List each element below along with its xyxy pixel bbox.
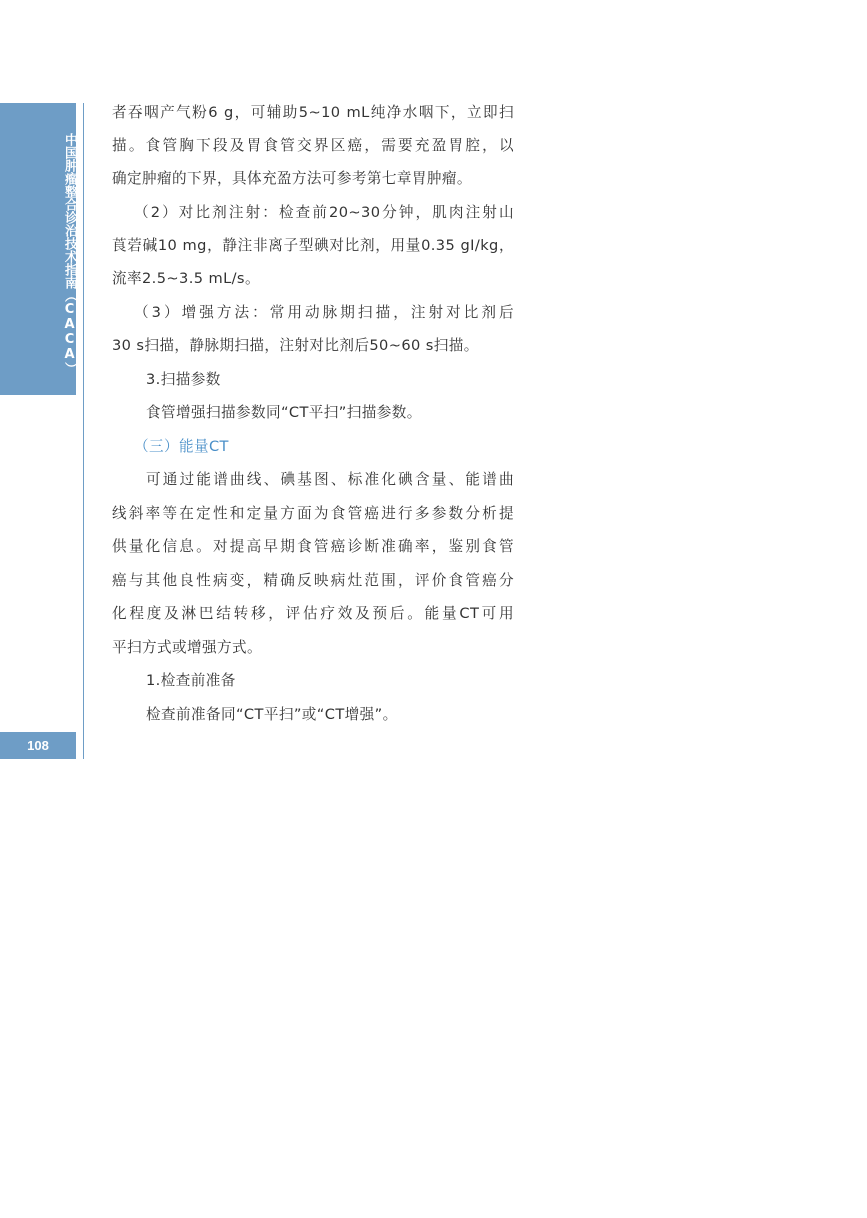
side-tab <box>0 103 76 395</box>
subsection-heading: 3.扫描参数 <box>146 371 221 388</box>
text-line: 者吞咽产气粉6 g，可辅助5~10 mL纯净水咽下，立即扫 <box>112 104 514 121</box>
text-line: 癌与其他良性病变，精确反映病灶范围，评价食管癌分 <box>112 572 514 589</box>
text-line: 食管增强扫描参数同“CT平扫”扫描参数。 <box>146 404 422 421</box>
text-line: 平扫方式或增强方式。 <box>112 639 262 656</box>
text-line: 流率2.5~3.5 mL/s。 <box>112 270 260 287</box>
text-line: 可通过能谱曲线、碘基图、标准化碘含量、能谱曲 <box>146 471 514 488</box>
margin-rule <box>83 103 84 759</box>
text-line: （2）对比剂注射：检查前20~30分钟，肌肉注射山 <box>134 204 514 221</box>
text-line: 供量化信息。对提高早期食管癌诊断准确率，鉴别食管 <box>112 538 514 555</box>
page-number: 108 <box>0 732 76 759</box>
section-heading: （三）能量CT <box>134 438 229 455</box>
text-line: 线斜率等在定性和定量方面为食管癌进行多参数分析提 <box>112 505 514 522</box>
text-line: 确定肿瘤的下界，具体充盈方法可参考第七章胃肿瘤。 <box>112 170 472 187</box>
subsection-heading: 1.检查前准备 <box>146 672 236 689</box>
text-line: 化程度及淋巴结转移，评估疗效及预后。能量CT可用 <box>112 605 514 622</box>
side-tab-title: 中国肿瘤整合诊治技术指南（CACA） <box>62 133 77 375</box>
text-line: （3）增强方法：常用动脉期扫描，注射对比剂后 <box>134 304 514 321</box>
text-line: 描。食管胸下段及胃食管交界区癌，需要充盈胃腔，以 <box>112 137 514 154</box>
text-line: 检查前准备同“CT平扫”或“CT增强”。 <box>146 706 398 723</box>
text-line: 30 s扫描，静脉期扫描，注射对比剂后50~60 s扫描。 <box>112 337 479 354</box>
text-line: 莨菪碱10 mg，静注非离子型碘对比剂，用量0.35 gI/kg， <box>112 237 514 254</box>
